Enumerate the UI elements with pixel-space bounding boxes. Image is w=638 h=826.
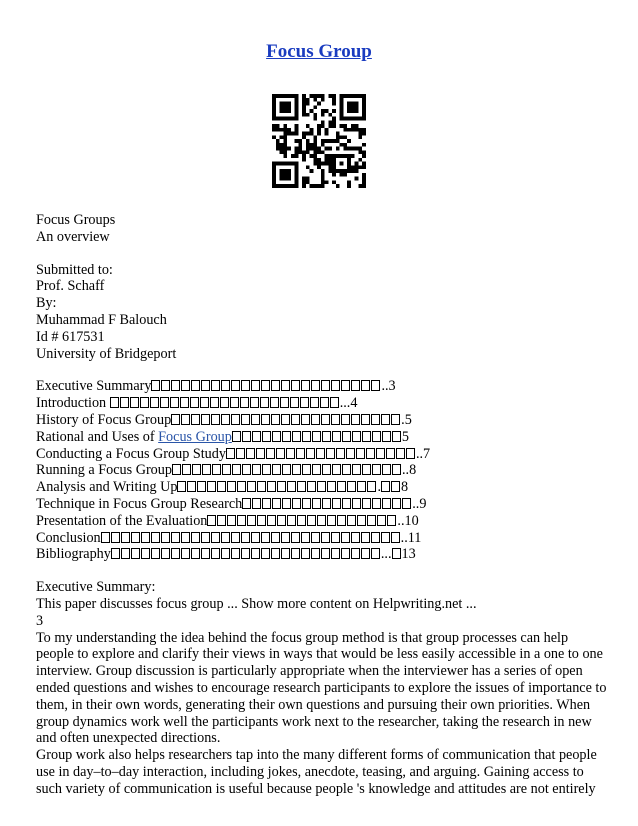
missing-glyph-box [302, 464, 311, 475]
document-title [0, 41, 638, 62]
missing-glyph-box [236, 448, 245, 459]
missing-glyph-box [191, 414, 200, 425]
missing-glyph-box [140, 397, 149, 408]
missing-glyph-box [171, 380, 180, 391]
missing-glyph-box [181, 548, 190, 559]
missing-glyph-box [297, 481, 306, 492]
missing-glyph-box [357, 481, 366, 492]
missing-glyph-box [291, 380, 300, 391]
missing-glyph-box [287, 481, 296, 492]
toc-entry [36, 395, 608, 412]
missing-glyph-box [191, 532, 200, 543]
missing-glyph-box [131, 548, 140, 559]
missing-glyph-box [222, 464, 231, 475]
missing-glyph-box [120, 397, 129, 408]
missing-glyph-box [227, 515, 236, 526]
missing-glyph-box [312, 498, 321, 509]
missing-glyph-box [231, 414, 240, 425]
missing-glyph-box [331, 548, 340, 559]
missing-glyph-box [371, 548, 380, 559]
title-link[interactable]: Focus Group [266, 41, 372, 62]
missing-glyph-box [281, 548, 290, 559]
missing-glyph-box [181, 380, 190, 391]
missing-glyph-box [372, 464, 381, 475]
missing-glyph-box [270, 397, 279, 408]
missing-glyph-box [242, 464, 251, 475]
missing-glyph-box [191, 380, 200, 391]
missing-glyph-box [192, 464, 201, 475]
toc-entry [36, 530, 608, 547]
missing-glyph-box [341, 380, 350, 391]
missing-glyph-box [221, 380, 230, 391]
missing-glyph-box [311, 548, 320, 559]
toc-entry-title: Introduction [36, 395, 110, 412]
missing-glyph-box [351, 380, 360, 391]
missing-glyph-box [286, 448, 295, 459]
missing-glyph-box [381, 532, 390, 543]
toc-entry [36, 496, 608, 513]
toc-entry-link[interactable]: Focus Group [158, 428, 232, 445]
missing-glyph-box [262, 498, 271, 509]
missing-glyph-box [272, 431, 281, 442]
missing-glyph-box [260, 397, 269, 408]
toc-entry-title: Running a Focus Group [36, 462, 172, 479]
missing-glyph-box [297, 515, 306, 526]
missing-glyph-box [312, 431, 321, 442]
missing-glyph-box [321, 414, 330, 425]
missing-glyph-box [261, 532, 270, 543]
missing-glyph-box [367, 515, 376, 526]
missing-glyph-box [261, 414, 270, 425]
toc-entry [36, 378, 608, 395]
missing-glyph-box [376, 448, 385, 459]
toc-entry-title: Analysis and Writing Up [36, 479, 178, 496]
toc-page-number: .5 [401, 411, 412, 428]
submission-line: Submitted to: [36, 261, 113, 278]
missing-glyph-box [241, 548, 250, 559]
toc-entry [36, 462, 608, 479]
missing-glyph-box [391, 481, 400, 492]
missing-glyph-box [101, 532, 110, 543]
missing-glyph-box [371, 414, 380, 425]
toc-page-number: ..11 [400, 529, 422, 546]
missing-glyph-box [262, 464, 271, 475]
missing-glyph-box [200, 397, 209, 408]
missing-glyph-box [382, 498, 391, 509]
missing-glyph-box [251, 380, 260, 391]
missing-glyph-box [110, 397, 119, 408]
missing-glyph-box [266, 448, 275, 459]
toc-entry-title: Presentation of the Evaluation [36, 512, 208, 529]
missing-glyph-box [201, 414, 210, 425]
missing-glyph-box [402, 498, 411, 509]
summary-line: This paper discusses focus group ... Show more content on Helpwriting.net ... [36, 595, 477, 612]
missing-glyph-box [301, 548, 310, 559]
missing-glyph-box [406, 448, 415, 459]
missing-glyph-box [307, 515, 316, 526]
missing-glyph-box [310, 397, 319, 408]
missing-glyph-box [332, 498, 341, 509]
missing-glyph-box [207, 515, 216, 526]
missing-glyph-box [247, 481, 256, 492]
toc-entry [36, 412, 608, 429]
missing-glyph-box [332, 431, 341, 442]
missing-glyph-box [267, 481, 276, 492]
submission-line: Muhammad F Balouch [36, 311, 167, 328]
missing-glyph-box [280, 397, 289, 408]
missing-glyph-box [372, 498, 381, 509]
missing-glyph-box [111, 548, 120, 559]
missing-glyph-box [187, 481, 196, 492]
missing-glyph-box [240, 397, 249, 408]
missing-glyph-box [257, 515, 266, 526]
missing-glyph-box [247, 515, 256, 526]
toc-leader: ... [380, 546, 392, 563]
missing-glyph-box [191, 548, 200, 559]
missing-glyph-box [161, 532, 170, 543]
missing-glyph-box [261, 380, 270, 391]
toc-page-number: 8 [400, 479, 409, 496]
missing-glyph-box [271, 532, 280, 543]
missing-glyph-box [211, 548, 220, 559]
missing-glyph-box [190, 397, 199, 408]
missing-glyph-box [121, 548, 130, 559]
missing-glyph-box [347, 481, 356, 492]
missing-glyph-box [217, 515, 226, 526]
missing-glyph-box [361, 380, 370, 391]
missing-glyph-box [277, 481, 286, 492]
toc-entry-title: Conducting a Focus Group Study [36, 445, 226, 462]
missing-glyph-box [382, 464, 391, 475]
missing-glyph-box [237, 515, 246, 526]
missing-glyph-box [141, 548, 150, 559]
missing-glyph-box [292, 498, 301, 509]
body-paragraph: To my understanding the idea behind the focus group method is that group processes can help people to explore and clarify their views in ways that would be less easily accessible in a one to one interview. Group discussion is particularly appropriate when the interviewer has a series of open ended questions and wishes to encourage research participants to explore the issues of importance to them, in their own words, generating their own questions and pursuing their own priorities. When group dynamics work well the participants work next to the researcher, taking the research in new and often unexpected directions. [36, 629, 607, 747]
missing-glyph-box [281, 414, 290, 425]
missing-glyph-box [291, 414, 300, 425]
missing-glyph-box [362, 464, 371, 475]
missing-glyph-box [281, 532, 290, 543]
missing-glyph-box [327, 481, 336, 492]
missing-glyph-box [352, 464, 361, 475]
missing-glyph-box [201, 548, 210, 559]
missing-glyph-box [251, 532, 260, 543]
missing-glyph-box [250, 397, 259, 408]
toc-page-number: ..9 [412, 495, 427, 512]
missing-glyph-box [210, 397, 219, 408]
missing-glyph-box [231, 548, 240, 559]
missing-glyph-box [277, 515, 286, 526]
missing-glyph-box [351, 532, 360, 543]
missing-glyph-box [351, 548, 360, 559]
toc-entry [36, 479, 608, 496]
missing-glyph-box [337, 481, 346, 492]
missing-glyph-box [252, 464, 261, 475]
missing-glyph-box [302, 431, 311, 442]
missing-glyph-box [257, 481, 266, 492]
missing-glyph-box [361, 414, 370, 425]
missing-glyph-box [311, 414, 320, 425]
missing-glyph-box [202, 464, 211, 475]
missing-glyph-box [261, 548, 270, 559]
missing-glyph-box [171, 548, 180, 559]
missing-glyph-box [131, 532, 140, 543]
missing-glyph-box [361, 532, 370, 543]
missing-glyph-box [372, 431, 381, 442]
missing-glyph-box [291, 548, 300, 559]
toc-page-number: ..7 [415, 445, 431, 462]
section-heading: Executive Summary: [36, 579, 156, 596]
missing-glyph-box [211, 380, 220, 391]
missing-glyph-box [276, 448, 285, 459]
qr-code-icon [272, 94, 366, 188]
table-of-contents [36, 378, 608, 563]
missing-glyph-box [211, 414, 220, 425]
missing-glyph-box [227, 481, 236, 492]
missing-glyph-box [330, 397, 339, 408]
missing-glyph-box [252, 498, 261, 509]
missing-glyph-box [221, 414, 230, 425]
toc-page-number: 5 [401, 428, 409, 445]
missing-glyph-box [177, 481, 186, 492]
missing-glyph-box [342, 431, 351, 442]
missing-glyph-box [331, 414, 340, 425]
missing-glyph-box [150, 397, 159, 408]
missing-glyph-box [180, 397, 189, 408]
missing-glyph-box [242, 431, 251, 442]
missing-glyph-box [307, 481, 316, 492]
missing-glyph-box [396, 448, 405, 459]
missing-glyph-box [316, 448, 325, 459]
missing-glyph-box [262, 431, 271, 442]
missing-glyph-box [246, 448, 255, 459]
missing-glyph-box [362, 498, 371, 509]
missing-glyph-box [172, 464, 181, 475]
missing-glyph-box [342, 498, 351, 509]
toc-entry [36, 546, 608, 563]
missing-glyph-box [221, 548, 230, 559]
toc-leader: . [377, 479, 381, 496]
missing-glyph-box [371, 380, 380, 391]
missing-glyph-box [381, 414, 390, 425]
missing-glyph-box [361, 548, 370, 559]
toc-entry [36, 446, 608, 463]
missing-glyph-box [251, 548, 260, 559]
missing-glyph-box [287, 515, 296, 526]
missing-glyph-box [351, 414, 360, 425]
missing-glyph-box [322, 498, 331, 509]
missing-glyph-box [221, 532, 230, 543]
missing-glyph-box [317, 515, 326, 526]
missing-glyph-box [291, 532, 300, 543]
missing-glyph-box [282, 498, 291, 509]
submission-line: Prof. Schaff [36, 278, 105, 295]
missing-glyph-box [292, 464, 301, 475]
page-number: 3 [36, 612, 44, 629]
missing-glyph-box [362, 431, 371, 442]
missing-glyph-box [171, 414, 180, 425]
missing-glyph-box [151, 548, 160, 559]
missing-glyph-box [111, 532, 120, 543]
toc-page-number: ..10 [397, 512, 419, 529]
missing-glyph-box [312, 464, 321, 475]
missing-glyph-box [371, 532, 380, 543]
missing-glyph-box [217, 481, 226, 492]
missing-glyph-box [321, 548, 330, 559]
missing-glyph-box [392, 431, 401, 442]
missing-glyph-box [331, 532, 340, 543]
missing-glyph-box [242, 498, 251, 509]
missing-glyph-box [141, 532, 150, 543]
missing-glyph-box [267, 515, 276, 526]
toc-entry-title: Bibliography [36, 546, 111, 563]
submission-line: University of Bridgeport [36, 345, 177, 362]
missing-glyph-box [327, 515, 336, 526]
missing-glyph-box [392, 498, 401, 509]
missing-glyph-box [241, 380, 250, 391]
missing-glyph-box [320, 397, 329, 408]
missing-glyph-box [387, 515, 396, 526]
intro-line: An overview [36, 228, 110, 245]
missing-glyph-box [382, 431, 391, 442]
missing-glyph-box [331, 380, 340, 391]
missing-glyph-box [231, 380, 240, 391]
missing-glyph-box [256, 448, 265, 459]
toc-entry-title: History of Focus Group [36, 411, 172, 428]
missing-glyph-box [220, 397, 229, 408]
missing-glyph-box [342, 464, 351, 475]
missing-glyph-box [311, 380, 320, 391]
missing-glyph-box [352, 498, 361, 509]
missing-glyph-box [182, 464, 191, 475]
missing-glyph-box [241, 414, 250, 425]
missing-glyph-box [321, 380, 330, 391]
toc-entry [36, 429, 608, 446]
missing-glyph-box [377, 515, 386, 526]
document-body [36, 212, 608, 798]
missing-glyph-box [317, 481, 326, 492]
missing-glyph-box [197, 481, 206, 492]
missing-glyph-box [241, 532, 250, 543]
missing-glyph-box [207, 481, 216, 492]
missing-glyph-box [181, 414, 190, 425]
missing-glyph-box [321, 532, 330, 543]
missing-glyph-box [211, 532, 220, 543]
missing-glyph-box [251, 414, 260, 425]
missing-glyph-box [301, 414, 310, 425]
missing-glyph-box [301, 380, 310, 391]
toc-page-number: ...4 [339, 395, 358, 412]
body-paragraph: Group work also helps researchers tap into the many different forms of communication that people use in day–to–day interaction, including jokes, anecdote, teasing, and arguing. Gaining access to such variety of communication is useful because people 's knowledge and attitudes are not entirely [36, 747, 597, 797]
missing-glyph-box [272, 498, 281, 509]
missing-glyph-box [296, 448, 305, 459]
missing-glyph-box [282, 464, 291, 475]
missing-glyph-box [161, 548, 170, 559]
submission-line: Id # 617531 [36, 328, 105, 345]
missing-glyph-box [322, 431, 331, 442]
missing-glyph-box [252, 431, 261, 442]
missing-glyph-box [341, 414, 350, 425]
missing-glyph-box [322, 464, 331, 475]
missing-glyph-box [232, 431, 241, 442]
toc-page-number: ..8 [401, 462, 417, 479]
missing-glyph-box [356, 448, 365, 459]
missing-glyph-box [161, 380, 170, 391]
missing-glyph-box [300, 397, 309, 408]
missing-glyph-box [347, 515, 356, 526]
missing-glyph-box [271, 380, 280, 391]
missing-glyph-box [281, 380, 290, 391]
toc-entry-title: Rational and Uses of [36, 428, 159, 445]
missing-glyph-box [352, 431, 361, 442]
missing-glyph-box [232, 464, 241, 475]
missing-glyph-box [212, 464, 221, 475]
missing-glyph-box [151, 380, 160, 391]
toc-entry-title: Executive Summary [36, 378, 152, 395]
missing-glyph-box [226, 448, 235, 459]
missing-glyph-box [271, 548, 280, 559]
missing-glyph-box [230, 397, 239, 408]
missing-glyph-box [301, 532, 310, 543]
missing-glyph-box [171, 532, 180, 543]
toc-page-number: 13 [401, 546, 416, 563]
missing-glyph-box [336, 448, 345, 459]
missing-glyph-box [366, 448, 375, 459]
missing-glyph-box [121, 532, 130, 543]
missing-glyph-box [332, 464, 341, 475]
missing-glyph-box [271, 414, 280, 425]
missing-glyph-box [341, 548, 350, 559]
missing-glyph-box [337, 515, 346, 526]
missing-glyph-box [311, 532, 320, 543]
missing-glyph-box [237, 481, 246, 492]
submission-line: By: [36, 295, 57, 312]
toc-entry-title: Conclusion [36, 529, 101, 546]
missing-glyph-box [392, 464, 401, 475]
missing-glyph-box [367, 481, 376, 492]
intro-line: Focus Groups [36, 212, 116, 228]
missing-glyph-box [181, 532, 190, 543]
missing-glyph-box [306, 448, 315, 459]
missing-glyph-box [292, 431, 301, 442]
missing-glyph-box [386, 448, 395, 459]
missing-glyph-box [201, 380, 210, 391]
missing-glyph-box [170, 397, 179, 408]
missing-glyph-box [231, 532, 240, 543]
missing-glyph-box [302, 498, 311, 509]
missing-glyph-box [130, 397, 139, 408]
toc-entry-title: Technique in Focus Group Research [36, 495, 243, 512]
toc-entry [36, 513, 608, 530]
missing-glyph-box [357, 515, 366, 526]
missing-glyph-box [282, 431, 291, 442]
missing-glyph-box [326, 448, 335, 459]
missing-glyph-box [381, 481, 390, 492]
toc-page-number: ..3 [381, 378, 396, 395]
missing-glyph-box [341, 532, 350, 543]
missing-glyph-box [391, 532, 400, 543]
missing-glyph-box [201, 532, 210, 543]
missing-glyph-box [290, 397, 299, 408]
missing-glyph-box [392, 548, 401, 559]
missing-glyph-box [272, 464, 281, 475]
missing-glyph-box [151, 532, 160, 543]
missing-glyph-box [346, 448, 355, 459]
missing-glyph-box [391, 414, 400, 425]
missing-glyph-box [160, 397, 169, 408]
